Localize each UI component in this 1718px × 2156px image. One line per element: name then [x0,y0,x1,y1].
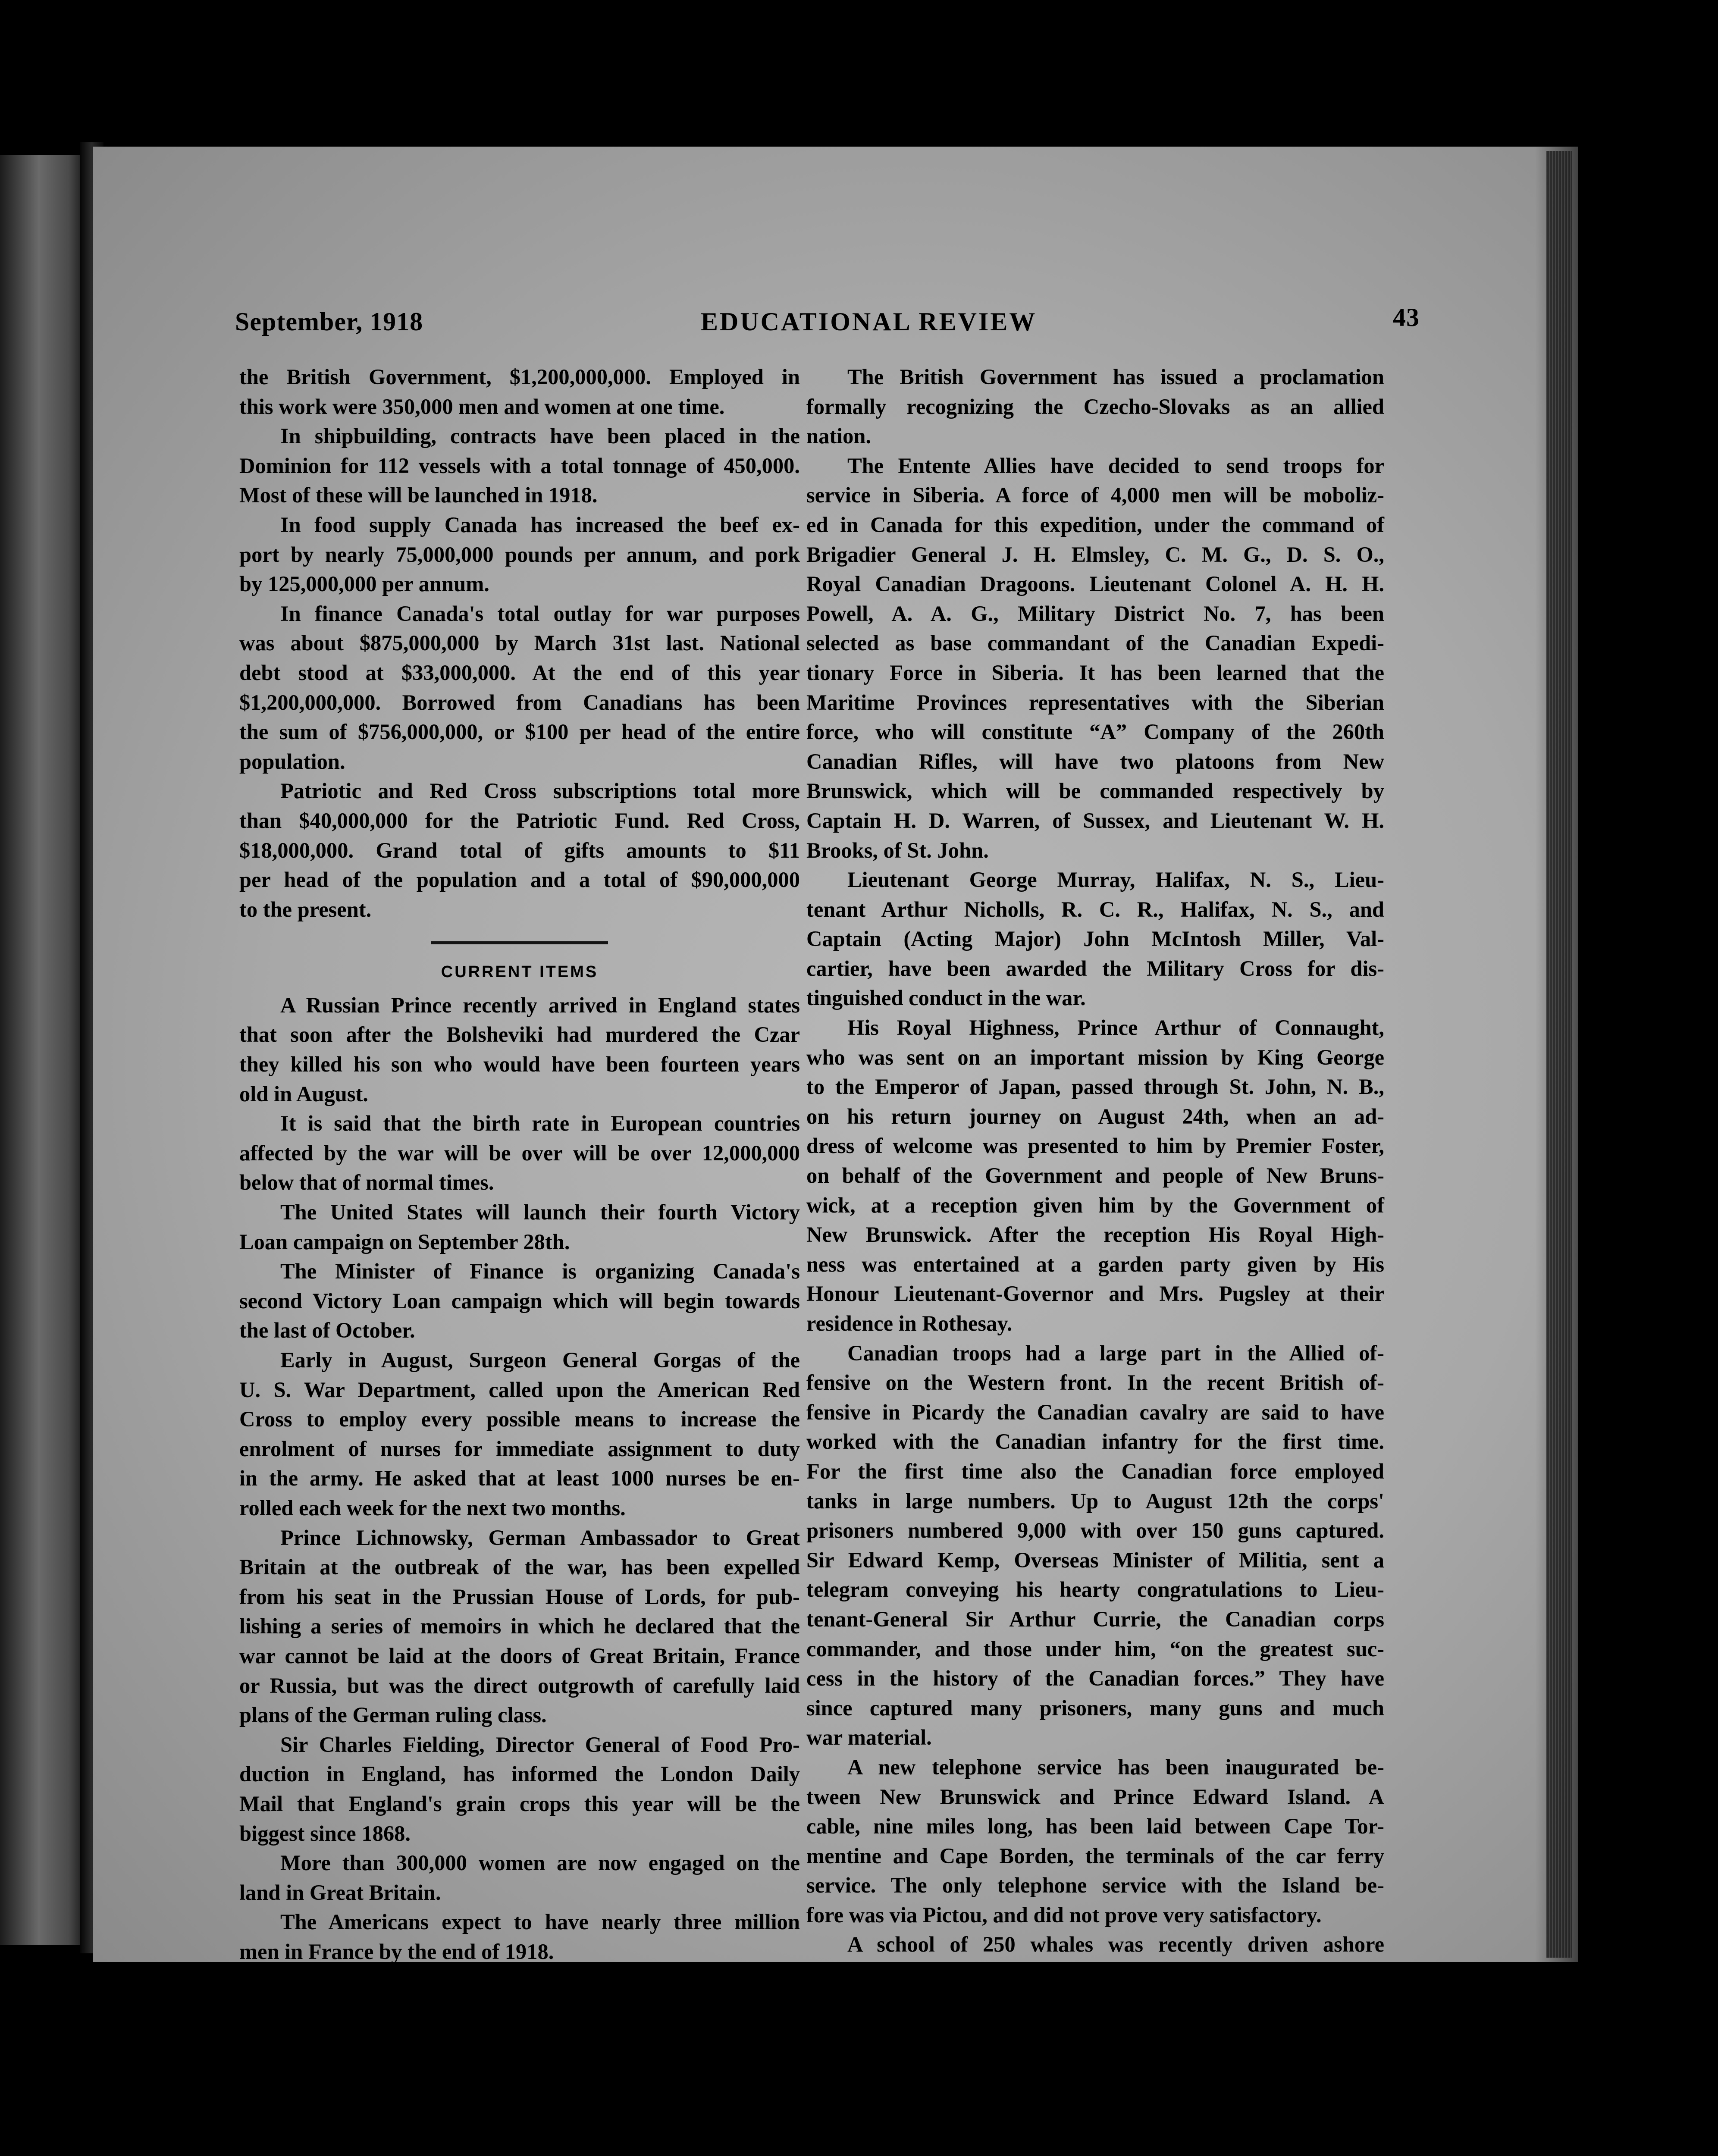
text-line: biggest since 1868. [239,1821,411,1846]
text-line: Cross to employ every possible means to increase the [239,1407,800,1432]
text-line: It is said that the birth rate in European countries [280,1111,800,1136]
text-line: duction in England, has informed the London Daily [239,1762,800,1786]
text-line: second Victory Loan campaign which will begin towards [239,1288,800,1313]
text-line: tenant-General Sir Arthur Currie, the Canadian corps [806,1607,1384,1631]
current-item-3 [239,1197,800,1257]
text-line: port by nearly 75,000,000 pounds per annum, and pork [239,542,800,567]
current-item-9 [239,1907,800,1966]
text-line: tinguished conduct in the war. [806,986,1086,1010]
text-line: nation. [806,424,872,448]
text-line: cable, nine miles long, has been laid between Cape Tor- [806,1814,1384,1839]
text-line: telegram conveying his hearty congratulations to Lieu- [806,1577,1384,1602]
text-line: mentine and Cape Borden, the terminals of the car ferry [806,1843,1384,1868]
text-line: prisoners numbered 9,000 with over 150 guns captured. [806,1518,1384,1543]
text-line: tanks in large numbers. Up to August 12th the corps' [806,1489,1384,1513]
section-divider-rule [431,941,608,944]
text-line: The Americans expect to have nearly three million [280,1910,800,1934]
text-line: fensive on the Western front. In the recent British of- [806,1370,1384,1395]
text-line: below that of normal times. [239,1170,494,1195]
text-line: Brunswick, which will be commanded respectively by [806,779,1384,803]
text-line: affected by the war will be over will be over 12,000,000 [239,1141,800,1165]
text-line: they killed his son who would have been fourteen years [239,1052,800,1077]
text-line: Lieutenant George Murray, Halifax, N. S., Lieu- [847,868,1384,892]
text-line: the British Government, $1,200,000,000. Employed in [239,365,800,389]
text-line: Patriotic and Red Cross subscriptions total more [280,779,800,803]
text-line: in the army. He asked that at least 1000 nurses be en- [239,1466,800,1491]
left-paragraph-3 [239,510,800,599]
right-paragraph-7 [806,1930,1384,1959]
text-line: The Minister of Finance is organizing Canada's [280,1259,800,1284]
current-item-2 [239,1109,800,1197]
text-line: Powell, A. A. G., Military District No. 7, has been [806,601,1384,626]
right-paragraph-3 [806,865,1384,1013]
current-item-4 [239,1257,800,1345]
text-line: ness was entertained at a garden party given by His [806,1252,1384,1276]
text-line: Sir Edward Kemp, Overseas Minister of Militia, sent a [806,1548,1384,1572]
left-paragraph-5 [239,776,800,924]
text-line: The United States will launch their fourth Victory [280,1200,800,1225]
text-line: $18,000,000. Grand total of gifts amounts to $11 [239,838,800,862]
current-items-list [239,990,800,1967]
text-line: enrolment of nurses for immediate assignment to duty [239,1436,800,1461]
text-line: population. [239,749,345,774]
text-line: was about $875,000,000 by March 31st last. National [239,631,800,655]
text-line: For the first time also the Canadian force employed [806,1459,1384,1483]
page-stack-edge [1546,151,1572,1958]
text-line: fensive in Picardy the Canadian cavalry are said to have [806,1400,1384,1424]
text-line: Canadian Rifles, will have two platoons from New [806,749,1384,774]
text-line: Prince Lichnowsky, German Ambassador to Great [280,1525,800,1550]
section-heading: CURRENT ITEMS [441,963,599,981]
current-item-5 [239,1345,800,1523]
text-line: who was sent on an important mission by King George [806,1045,1384,1069]
page-number: 43 [1393,303,1420,332]
right-paragraph-1 [806,362,1384,451]
text-line: tenant Arthur Nicholls, R. C. R., Halifax, N. S., and [806,897,1384,921]
text-line: Captain (Acting Major) John McIntosh Miller, Val- [806,927,1384,951]
text-line: In shipbuilding, contracts have been placed in the [280,424,800,448]
text-line: to the present. [239,897,372,921]
text-line: Royal Canadian Dragoons. Lieutenant Colonel A. H. H. [806,572,1384,596]
text-line: Most of these will be launched in 1918. [239,483,598,508]
text-line: from his seat in the Prussian House of Lords, for pub- [239,1584,800,1609]
text-line: Dominion for 112 vessels with a total tonnage of 450,000. [239,453,800,478]
text-line: Canadian troops had a large part in the Allied of- [847,1341,1384,1365]
text-line: force, who will constitute “A” Company of the 260th [806,720,1384,744]
left-paragraph-4 [239,599,800,777]
text-line: men in France by the end of 1918. [239,1939,554,1964]
text-line: cess in the history of the Canadian forces.” They have [806,1666,1384,1691]
text-line: war cannot be laid at the doors of Great Britain, France [239,1643,800,1668]
text-line: debt stood at $33,000,000. At the end of this year [239,660,800,685]
text-line: $1,200,000,000. Borrowed from Canadians has been [239,690,800,714]
text-line: The Entente Allies have decided to send troops for [847,453,1384,478]
text-line: The British Government has issued a proclamation [847,365,1384,389]
text-line: per head of the population and a total of $90,000,000 [239,868,800,892]
text-line: plans of the German ruling class. [239,1703,547,1727]
text-line: Captain H. D. Warren, of Sussex, and Lieutenant W. H. [806,808,1384,833]
text-line: commander, and those under him, “on the greatest suc- [806,1636,1384,1661]
text-line: Loan campaign on September 28th. [239,1229,570,1254]
text-line: the last of October. [239,1318,415,1343]
text-line: ed in Canada for this expedition, under the command of [806,512,1384,537]
text-line: by 125,000,000 per annum. [239,572,489,596]
text-line: A new telephone service has been inaugurated be- [847,1755,1384,1779]
text-line: A school of 250 whales was recently driven ashore [847,1932,1384,1957]
text-line: or Russia, but was the direct outgrowth of carefully laid [239,1673,800,1698]
text-line: land in Great Britain. [239,1880,441,1905]
text-line: dress of welcome was presented to him by Premier Foster, [806,1134,1384,1158]
text-line: that soon after the Bolsheviki had murdered the Czar [239,1022,800,1047]
text-line: worked with the Canadian infantry for the first time. [806,1429,1384,1454]
text-line: fore was via Pictou, and did not prove very satisfactory. [806,1902,1322,1927]
text-line: In finance Canada's total outlay for war purposes [280,601,800,626]
text-line: tionary Force in Siberia. It has been learned that the [806,660,1384,685]
text-line: than $40,000,000 for the Patriotic Fund. Red Cross, [239,808,800,833]
text-line: old in August. [239,1081,368,1106]
left-column [239,362,800,1966]
text-line: Sir Charles Fielding, Director General of Food Pro- [280,1732,800,1757]
right-paragraph-5 [806,1338,1384,1752]
text-line: tween New Brunswick and Prince Edward Island. A [806,1784,1384,1809]
running-header [144,303,1420,346]
left-column-paragraphs [239,362,800,924]
text-line: His Royal Highness, Prince Arthur of Connaught, [847,1015,1384,1040]
text-line: lishing a series of memoirs in which he declared that the [239,1614,800,1639]
text-line: on his return journey on August 24th, when an ad- [806,1104,1384,1128]
text-line: Brigadier General J. H. Elmsley, C. M. G., D. S. O., [806,542,1384,567]
text-line: Britain at the outbreak of the war, has been expelled [239,1555,800,1579]
text-line: Honour Lieutenant-Governor and Mrs. Pugsley at their [806,1282,1384,1306]
current-item-8 [239,1848,800,1907]
current-item-6 [239,1523,800,1730]
current-item-1 [239,990,800,1109]
journal-title: EDUCATIONAL REVIEW [701,307,1037,336]
left-paragraph-1 [239,362,800,421]
left-paragraph-2 [239,421,800,510]
text-line: service in Siberia. A force of 4,000 men will be moboliz- [806,483,1384,508]
text-line: this work were 350,000 men and women at one time. [239,394,725,419]
right-column [806,362,1384,1959]
right-paragraph-6 [806,1752,1384,1930]
right-column-paragraphs [806,362,1384,1959]
text-line: formally recognizing the Czecho-Slovaks as an allied [806,394,1384,419]
text-line: Brooks, of St. John. [806,838,989,862]
text-line: selected as base commandant of the Canadian Expedi- [806,631,1384,655]
text-line: residence in Rothesay. [806,1311,1013,1335]
facing-page-edge [0,155,86,1945]
text-line: U. S. War Department, called upon the American Red [239,1377,800,1402]
text-line: A Russian Prince recently arrived in England states [280,993,800,1017]
text-line: the sum of $756,000,000, or $100 per head of the entire [239,720,800,744]
text-line: New Brunswick. After the reception His Royal High- [806,1222,1384,1247]
current-item-7 [239,1730,800,1848]
text-line: to the Emperor of Japan, passed through St. John, N. B., [806,1075,1384,1099]
text-line: service. The only telephone service with the Island be- [806,1873,1384,1898]
text-line: war material. [806,1725,932,1750]
text-line: wick, at a reception given him by the Government of [806,1193,1384,1217]
text-line: rolled each week for the next two months. [239,1495,626,1520]
header-date: September, 1918 [235,307,423,336]
text-line: since captured many prisoners, many guns and much [806,1695,1384,1720]
text-line: cartier, have been awarded the Military Cross for dis- [806,956,1384,981]
right-paragraph-4 [806,1013,1384,1338]
text-line: on behalf of the Government and people of New Bruns- [806,1163,1384,1188]
text-line: Maritime Provinces representatives with the Siberian [806,690,1384,714]
text-line: More than 300,000 women are now engaged on the [280,1851,800,1875]
text-line: Early in August, Surgeon General Gorgas of the [280,1348,800,1372]
text-line: Mail that England's grain crops this year will be the [239,1791,800,1816]
right-paragraph-2 [806,451,1384,865]
text-line: In food supply Canada has increased the beef ex- [280,512,800,537]
